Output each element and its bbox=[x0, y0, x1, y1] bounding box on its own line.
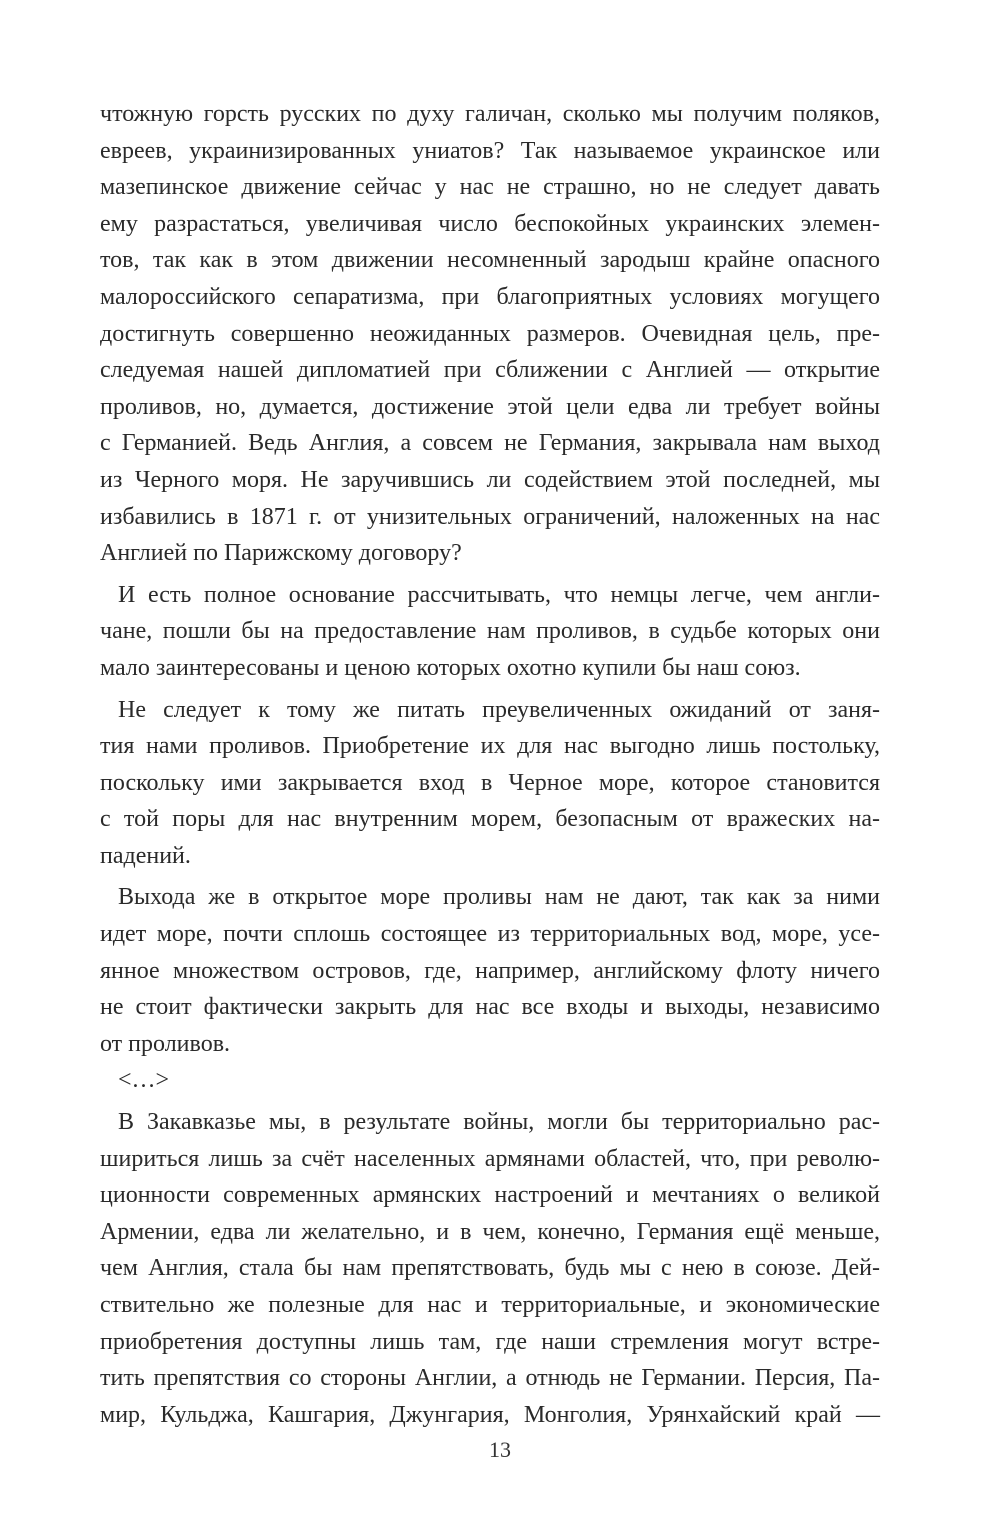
text-line: падений. bbox=[100, 842, 191, 869]
page-number: 13 bbox=[489, 1437, 511, 1462]
paragraph bbox=[100, 879, 880, 1062]
text-line: ему разрастаться, увеличивая число беспокойных украинских элемен- bbox=[100, 210, 880, 237]
text-line: избавились в 1871 г. от унизительных ограничений, наложенных на нас bbox=[100, 503, 880, 530]
text-line: В Закавказье мы, в результате войны, могли бы территориально рас- bbox=[118, 1109, 880, 1136]
text-line: шириться лишь за счёт населенных армянами областей, что, при револю- bbox=[100, 1145, 880, 1172]
text-line: малороссийского сепаратизма, при благоприятных условиях могущего bbox=[100, 283, 880, 310]
text-line: поскольку ими закрывается вход в Черное море, которое становится bbox=[100, 769, 880, 796]
text-line: ствительно же полезные для нас и территориальные, и экономические bbox=[100, 1292, 880, 1318]
text-line: <…> bbox=[118, 1067, 170, 1094]
text-line: достигнуть совершенно неожиданных размеров. Очевидная цель, пре- bbox=[100, 320, 880, 347]
text-line: приобретения доступны лишь там, где наши стремления могут встре- bbox=[100, 1328, 880, 1355]
text-line: тов, так как в этом движении несомненный зародыш крайне опасного bbox=[100, 247, 880, 274]
paragraph bbox=[100, 1104, 880, 1433]
text-line: тия нами проливов. Приобретение их для нас выгодно лишь постольку, bbox=[100, 733, 880, 760]
text-line: от проливов. bbox=[100, 1030, 231, 1057]
text-line: проливов, но, думается, достижение этой цели едва ли требует войны bbox=[100, 393, 880, 420]
text-line: Выхода же в открытое море проливы нам не дают, так как за ними bbox=[118, 884, 880, 911]
text-line: из Черного моря. Не заручившись ли содействием этой последней, мы bbox=[100, 466, 880, 493]
text-line: тить препятствия со стороны Англии, а отнюдь не Германии. Персия, Па- bbox=[100, 1365, 880, 1392]
text-line: Не следует к тому же питать преувеличенных ожиданий от заня- bbox=[118, 696, 880, 723]
omission-marker bbox=[100, 1062, 880, 1099]
text-line: с той поры для нас внутренним морем, безопасным от вражеских на- bbox=[100, 806, 880, 833]
text-line: не стоит фактически закрыть для нас все входы и выходы, независимо bbox=[100, 994, 880, 1021]
paragraph bbox=[100, 96, 880, 572]
page-body bbox=[100, 96, 880, 1496]
text-line: чем Англия, стала бы нам препятствовать, будь мы с нею в союзе. Дей- bbox=[100, 1255, 880, 1282]
text-line: чане, пошли бы на предоставление нам проливов, в судьбе которых они bbox=[100, 618, 880, 645]
text-line: Англией по Парижскому договору? bbox=[100, 540, 462, 567]
text-line: с Германией. Ведь Англия, а совсем не Германия, закрывала нам выход bbox=[100, 430, 880, 457]
paragraph bbox=[100, 577, 880, 687]
text-line: мало заинтересованы и ценою которых охотно купили бы наш союз. bbox=[100, 654, 801, 681]
text-line: идет море, почти сплошь состоящее из территориальных вод, море, усе- bbox=[100, 921, 880, 948]
paragraph bbox=[100, 692, 880, 875]
text-line: евреев, украинизированных униатов? Так называемое украинское или bbox=[100, 137, 880, 164]
text-line: чтожную горсть русских по духу галичан, сколько мы получим поляков, bbox=[100, 101, 880, 127]
text-line: мазепинское движение сейчас у нас не страшно, но не следует давать bbox=[100, 174, 880, 201]
text-line: И есть полное основание рассчитывать, что немцы легче, чем англи- bbox=[118, 581, 880, 608]
text-line: мир, Кульджа, Кашгария, Джунгария, Монголия, Урянхайский край — bbox=[100, 1401, 880, 1428]
text-line: янное множеством островов, где, например, английскому флоту ничего bbox=[100, 957, 880, 984]
text-line: следуемая нашей дипломатией при сближении с Англией — открытие bbox=[100, 357, 880, 384]
text-line: Армении, едва ли желательно, и в чем, конечно, Германия ещё меньше, bbox=[100, 1218, 880, 1245]
text-line: ционности современных армянских настроений и мечтаниях о великой bbox=[100, 1182, 880, 1209]
